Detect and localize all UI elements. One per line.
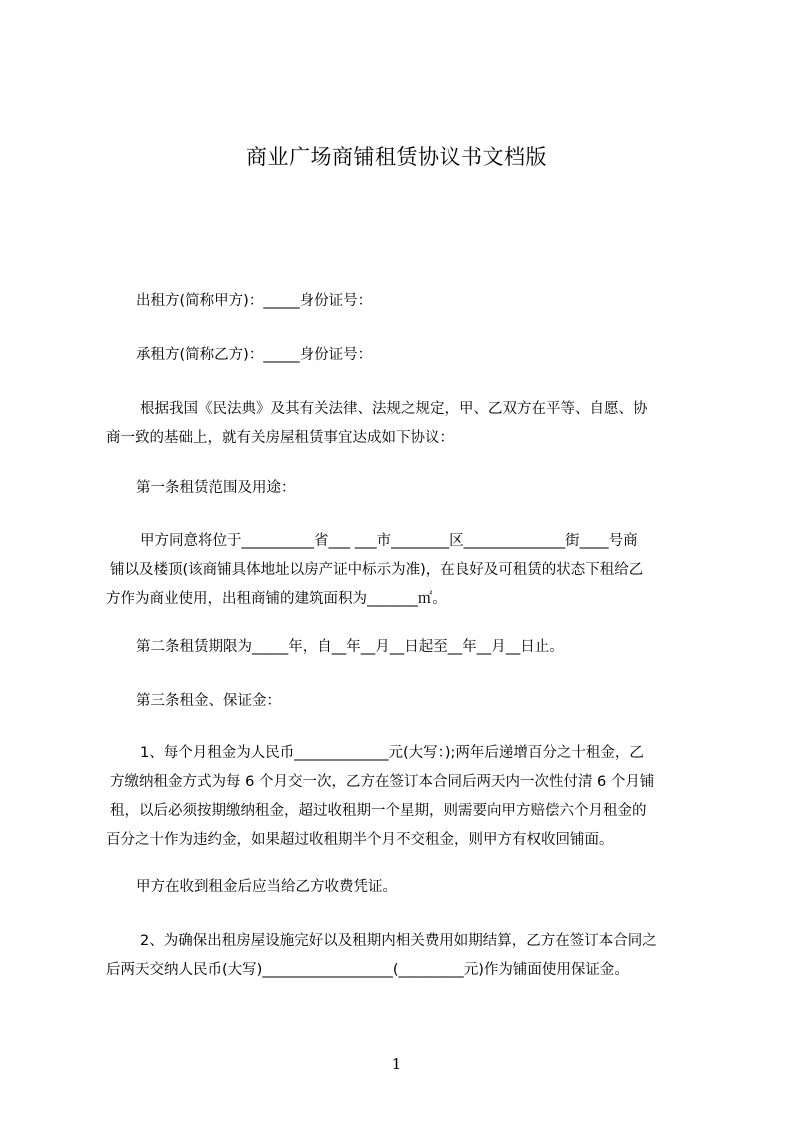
- article3-item1-paragraph: [106, 739, 716, 855]
- article2-line: [106, 633, 716, 662]
- article1-heading-text: 第一条租赁范围及用途：: [136, 480, 296, 496]
- receipt-note-line: [106, 873, 716, 902]
- article1-paragraph: [106, 527, 716, 614]
- preamble-line: 根据我国《民法典》及其有关法律、法规之规定，甲、乙双方在平等、自愿、协: [140, 401, 648, 417]
- preamble-paragraph: [106, 395, 716, 453]
- article3-item2-line: 2、为确保出租房屋设施完好以及租期内相关费用如期结算，乙方在签订本合同之: [140, 933, 657, 949]
- article3-item1-line: 租，以后必须按期缴纳租金，超过收租期一个星期，则需要向甲方赔偿六个月租金的: [110, 803, 647, 819]
- lessee-text: 承租方(简称乙方)：_____身份证号：: [136, 347, 373, 363]
- article3-item2-line: 后两天交纳人民币(大写)__________________(_________元)作为铺面使用保证金。: [106, 962, 629, 978]
- document-title: 商业广场商铺租赁协议书文档版: [246, 145, 547, 169]
- article3-heading: [106, 687, 716, 716]
- article3-item1-line: 百分之十作为违约金，如果超过收租期半个月不交租金，则甲方有权收回铺面。: [106, 832, 614, 848]
- article1-line: 铺以及楼顶(该商铺具体地址以房产证中标示为准)，在良好及可租赁的状态下租给乙: [110, 562, 644, 578]
- page-number: 1: [391, 1055, 402, 1073]
- lessee-line: [106, 341, 716, 370]
- article3-heading-text: 第三条租金、保证金：: [136, 693, 281, 709]
- article3-item1-line: 方缴纳租金方式为每 6 个月交一次，乙方在签订本合同后两天内一次性付清 6 个月铺: [110, 774, 655, 790]
- article1-line: 方作为商业使用，出租商铺的建筑面积为_______㎡。: [106, 591, 447, 607]
- article3-item2-paragraph: [106, 927, 716, 985]
- preamble-line: 商一致的基础上，就有关房屋租赁事宜达成如下协议：: [106, 430, 454, 446]
- article1-line: 甲方同意将位于__________省___ ___市________区______________街____号商: [140, 533, 638, 549]
- lessor-text: 出租方(简称甲方)：_____身份证号：: [136, 293, 373, 309]
- receipt-note-text: 甲方在收到租金后应当给乙方收费凭证。: [136, 879, 397, 895]
- article1-heading: [106, 474, 716, 503]
- lessor-line: [106, 287, 716, 316]
- article2-text: 第二条租赁期限为_____年，自__年__月__日起至__年__月__日止。: [136, 639, 564, 655]
- article3-item1-line: 1、每个月租金为人民币_____________元(大写：);两年后递增百分之十租金，乙: [140, 745, 644, 761]
